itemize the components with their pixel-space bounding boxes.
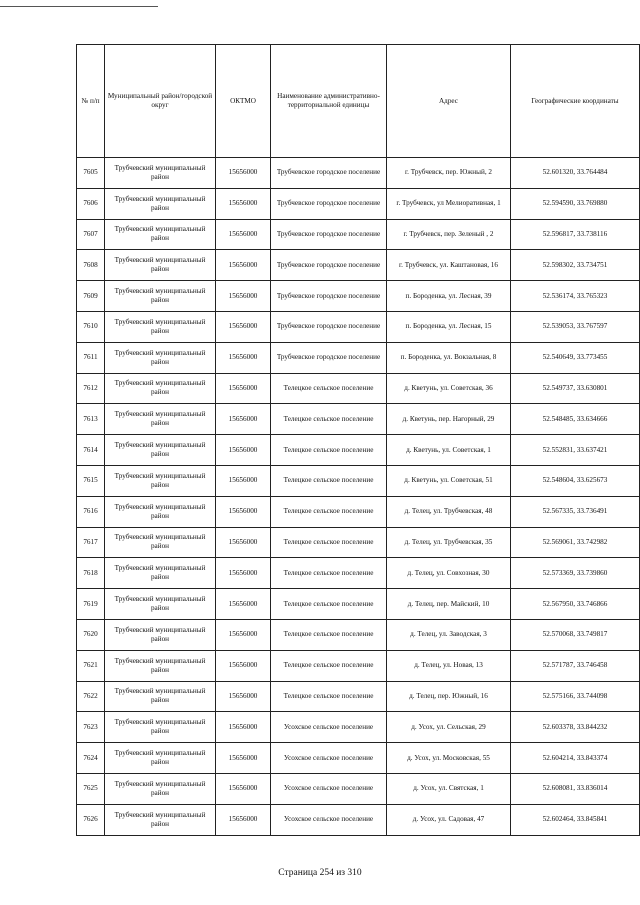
table-row	[77, 527, 640, 558]
cell-num: 7623	[77, 712, 105, 743]
cell-coords: 52.549737, 33.630801	[511, 373, 640, 404]
cell-address: д. Кветунь, ул. Советская, 36	[387, 373, 511, 404]
cell-municipality: Трубчевский муниципальный район	[105, 311, 216, 342]
cell-num: 7618	[77, 558, 105, 589]
cell-num: 7606	[77, 188, 105, 219]
cell-num: 7613	[77, 404, 105, 435]
cell-coords: 52.552831, 33.637421	[511, 435, 640, 466]
cell-municipality: Трубчевский муниципальный район	[105, 219, 216, 250]
cell-address: д. Усох, ул. Садовая, 47	[387, 804, 511, 835]
cell-municipality: Трубчевский муниципальный район	[105, 650, 216, 681]
page-number: Страница 254 из 310	[278, 868, 362, 878]
cell-address: д. Телец, пер. Южный, 16	[387, 681, 511, 712]
cell-num: 7617	[77, 527, 105, 558]
cell-oktmo: 15656000	[216, 743, 271, 774]
cell-address: г. Трубчевск, ул. Каштановая, 16	[387, 250, 511, 281]
cell-coords: 52.603378, 33.844232	[511, 712, 640, 743]
cell-address: д. Телец, ул. Совхозная, 30	[387, 558, 511, 589]
cell-num: 7614	[77, 435, 105, 466]
table-row	[77, 435, 640, 466]
cell-coords: 52.575166, 33.744098	[511, 681, 640, 712]
cell-unit: Телецкое сельское поселение	[271, 527, 387, 558]
cell-municipality: Трубчевский муниципальный район	[105, 527, 216, 558]
cell-oktmo: 15656000	[216, 404, 271, 435]
cell-oktmo: 15656000	[216, 650, 271, 681]
cell-coords: 52.571787, 33.746458	[511, 650, 640, 681]
cell-unit: Трубчевское городское поселение	[271, 188, 387, 219]
cell-num: 7610	[77, 311, 105, 342]
cell-num: 7608	[77, 250, 105, 281]
cell-oktmo: 15656000	[216, 281, 271, 312]
cell-coords: 52.569061, 33.742982	[511, 527, 640, 558]
cell-unit: Трубчевское городское поселение	[271, 281, 387, 312]
cell-unit: Телецкое сельское поселение	[271, 373, 387, 404]
table-body	[77, 158, 640, 836]
cell-oktmo: 15656000	[216, 773, 271, 804]
cell-coords: 52.536174, 33.765323	[511, 281, 640, 312]
cell-unit: Трубчевское городское поселение	[271, 342, 387, 373]
cell-oktmo: 15656000	[216, 619, 271, 650]
header-coords: Географические координаты	[511, 45, 640, 158]
cell-oktmo: 15656000	[216, 465, 271, 496]
header-address: Адрес	[387, 45, 511, 158]
cell-unit: Трубчевское городское поселение	[271, 311, 387, 342]
cell-unit: Телецкое сельское поселение	[271, 650, 387, 681]
header-municipality: Муниципальный район/городской округ	[105, 45, 216, 158]
cell-address: г. Трубчевск, пер. Южный, 2	[387, 158, 511, 189]
registry-table	[76, 44, 640, 836]
cell-oktmo: 15656000	[216, 250, 271, 281]
cell-municipality: Трубчевский муниципальный район	[105, 158, 216, 189]
table-row	[77, 743, 640, 774]
table-row	[77, 219, 640, 250]
cell-unit: Телецкое сельское поселение	[271, 465, 387, 496]
cell-num: 7620	[77, 619, 105, 650]
table-row	[77, 342, 640, 373]
cell-oktmo: 15656000	[216, 311, 271, 342]
table-row	[77, 804, 640, 835]
cell-coords: 52.548485, 33.634666	[511, 404, 640, 435]
table-row	[77, 619, 640, 650]
cell-address: д. Телец, ул. Новая, 13	[387, 650, 511, 681]
cell-municipality: Трубчевский муниципальный район	[105, 558, 216, 589]
cell-unit: Телецкое сельское поселение	[271, 681, 387, 712]
cell-coords: 52.567335, 33.736491	[511, 496, 640, 527]
table-row	[77, 712, 640, 743]
table-row	[77, 373, 640, 404]
cell-num: 7612	[77, 373, 105, 404]
cell-coords: 52.539053, 33.767597	[511, 311, 640, 342]
cell-unit: Телецкое сельское поселение	[271, 558, 387, 589]
header-oktmo: ОКТМО	[216, 45, 271, 158]
cell-oktmo: 15656000	[216, 496, 271, 527]
cell-unit: Усохское сельское поселение	[271, 743, 387, 774]
cell-municipality: Трубчевский муниципальный район	[105, 188, 216, 219]
cell-coords: 52.596817, 33.738116	[511, 219, 640, 250]
cell-address: д. Кветунь, пер. Нагорный, 29	[387, 404, 511, 435]
table-row	[77, 281, 640, 312]
cell-municipality: Трубчевский муниципальный район	[105, 435, 216, 466]
cell-oktmo: 15656000	[216, 373, 271, 404]
cell-address: г. Трубчевск, пер. Зеленый , 2	[387, 219, 511, 250]
cell-municipality: Трубчевский муниципальный район	[105, 773, 216, 804]
cell-unit: Телецкое сельское поселение	[271, 404, 387, 435]
cell-unit: Телецкое сельское поселение	[271, 496, 387, 527]
cell-address: д. Усох, ул. Московская, 55	[387, 743, 511, 774]
table-header-row	[77, 45, 640, 158]
cell-municipality: Трубчевский муниципальный район	[105, 465, 216, 496]
cell-unit: Телецкое сельское поселение	[271, 435, 387, 466]
cell-address: п. Бороденка, ул. Лесная, 39	[387, 281, 511, 312]
cell-unit: Телецкое сельское поселение	[271, 619, 387, 650]
cell-municipality: Трубчевский муниципальный район	[105, 619, 216, 650]
cell-num: 7609	[77, 281, 105, 312]
table-row	[77, 496, 640, 527]
cell-address: д. Усох, ул. Сельская, 29	[387, 712, 511, 743]
cell-municipality: Трубчевский муниципальный район	[105, 712, 216, 743]
cell-municipality: Трубчевский муниципальный район	[105, 589, 216, 620]
cell-oktmo: 15656000	[216, 435, 271, 466]
cell-coords: 52.570068, 33.749817	[511, 619, 640, 650]
cell-num: 7619	[77, 589, 105, 620]
cell-num: 7626	[77, 804, 105, 835]
cell-coords: 52.567950, 33.746866	[511, 589, 640, 620]
cell-coords: 52.548604, 33.625673	[511, 465, 640, 496]
cell-address: д. Телец, ул. Трубчевская, 48	[387, 496, 511, 527]
table-row	[77, 650, 640, 681]
top-rule	[0, 6, 158, 7]
cell-coords: 52.602464, 33.845841	[511, 804, 640, 835]
table-row	[77, 681, 640, 712]
table-row	[77, 250, 640, 281]
cell-oktmo: 15656000	[216, 804, 271, 835]
cell-num: 7615	[77, 465, 105, 496]
table-row	[77, 311, 640, 342]
table-row	[77, 589, 640, 620]
cell-municipality: Трубчевский муниципальный район	[105, 496, 216, 527]
cell-municipality: Трубчевский муниципальный район	[105, 743, 216, 774]
cell-address: д. Кветунь, ул. Советская, 51	[387, 465, 511, 496]
cell-oktmo: 15656000	[216, 219, 271, 250]
cell-municipality: Трубчевский муниципальный район	[105, 681, 216, 712]
cell-coords: 52.601320, 33.764484	[511, 158, 640, 189]
cell-num: 7625	[77, 773, 105, 804]
cell-unit: Трубчевское городское поселение	[271, 158, 387, 189]
cell-num: 7616	[77, 496, 105, 527]
cell-oktmo: 15656000	[216, 558, 271, 589]
cell-oktmo: 15656000	[216, 681, 271, 712]
cell-unit: Телецкое сельское поселение	[271, 589, 387, 620]
cell-address: п. Бороденка, ул. Вокзальная, 8	[387, 342, 511, 373]
cell-municipality: Трубчевский муниципальный район	[105, 250, 216, 281]
header-unit: Наименование административно-территориальной единицы	[271, 45, 387, 158]
cell-coords: 52.594590, 33.769880	[511, 188, 640, 219]
cell-unit: Усохское сельское поселение	[271, 804, 387, 835]
cell-unit: Трубчевское городское поселение	[271, 250, 387, 281]
cell-address: д. Телец, пер. Майский, 10	[387, 589, 511, 620]
cell-coords: 52.573369, 33.739860	[511, 558, 640, 589]
cell-address: д. Кветунь, ул. Советская, 1	[387, 435, 511, 466]
cell-coords: 52.598302, 33.734751	[511, 250, 640, 281]
cell-municipality: Трубчевский муниципальный район	[105, 804, 216, 835]
cell-oktmo: 15656000	[216, 712, 271, 743]
table-row	[77, 773, 640, 804]
cell-coords: 52.540649, 33.773455	[511, 342, 640, 373]
cell-oktmo: 15656000	[216, 188, 271, 219]
cell-unit: Усохское сельское поселение	[271, 712, 387, 743]
cell-address: д. Телец, ул. Трубчевская, 35	[387, 527, 511, 558]
cell-address: п. Бороденка, ул. Лесная, 15	[387, 311, 511, 342]
table-row	[77, 465, 640, 496]
table-row	[77, 558, 640, 589]
cell-num: 7622	[77, 681, 105, 712]
cell-unit: Трубчевское городское поселение	[271, 219, 387, 250]
table-row	[77, 404, 640, 435]
cell-coords: 52.604214, 33.843374	[511, 743, 640, 774]
cell-municipality: Трубчевский муниципальный район	[105, 342, 216, 373]
cell-oktmo: 15656000	[216, 342, 271, 373]
cell-num: 7611	[77, 342, 105, 373]
table-row	[77, 158, 640, 189]
cell-municipality: Трубчевский муниципальный район	[105, 373, 216, 404]
header-num: № п/п	[77, 45, 105, 158]
cell-coords: 52.608081, 33.836014	[511, 773, 640, 804]
cell-num: 7624	[77, 743, 105, 774]
cell-oktmo: 15656000	[216, 158, 271, 189]
cell-unit: Усохское сельское поселение	[271, 773, 387, 804]
cell-municipality: Трубчевский муниципальный район	[105, 281, 216, 312]
cell-num: 7621	[77, 650, 105, 681]
cell-address: д. Усох, ул. Святская, 1	[387, 773, 511, 804]
cell-oktmo: 15656000	[216, 527, 271, 558]
cell-municipality: Трубчевский муниципальный район	[105, 404, 216, 435]
cell-address: г. Трубчевск, ул Мелиоративная, 1	[387, 188, 511, 219]
cell-num: 7605	[77, 158, 105, 189]
cell-num: 7607	[77, 219, 105, 250]
table-row	[77, 188, 640, 219]
cell-address: д. Телец, ул. Заводская, 3	[387, 619, 511, 650]
cell-oktmo: 15656000	[216, 589, 271, 620]
